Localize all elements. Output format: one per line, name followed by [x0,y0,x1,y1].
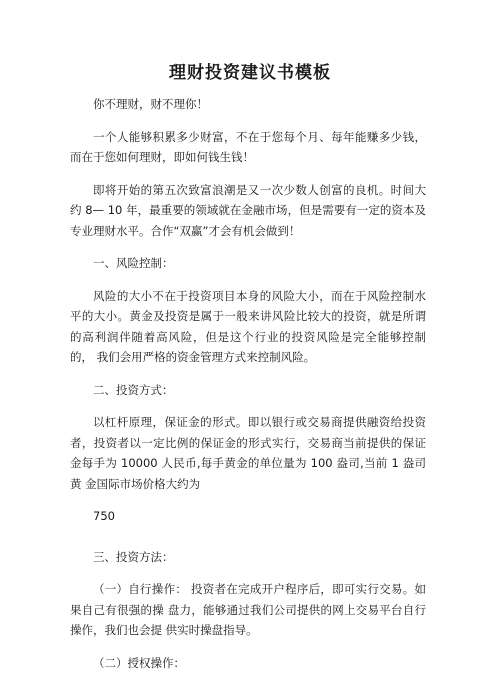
document-body [70,94,426,673]
heading-investment-mode: 二、投资方式： [70,380,426,401]
paragraph-price-value: 750 [70,506,426,527]
paragraph-self-operation: （一）自行操作： 投资者在完成开户程序后，即可实行交易。如果自己有很强的操 盘力，能够通过我们公司提供的网上交易平台自行操作，我们也会提 供实时操盘指导。 [70,579,426,641]
paragraph-intro: 你不理财，财不理你！ [70,94,426,115]
document-title: 理财投资建议书模板 [0,58,500,83]
heading-risk-control: 一、风险控制： [70,253,426,274]
paragraph-opportunity: 即将开始的第五次致富浪潮是又一次少数人创富的良机。时间大约 8— 10 年，最重要的领域就在金融市场，但是需要有一定的资本及 专业理财水平。合作“双赢”才会有机会做到！ [70,180,426,242]
paragraph-risk-control: 风险的大小不在于投资项目本身的风险大小，而在于风险控制水 平的大小。黄金及投资是属于一般来讲风险比较大的投资，就是所谓 的高利润伴随着高风险，但是这个行业的投资风险是完全能够控制的， 我们会用严格的资金管理方式来控制风险。 [70,286,426,368]
heading-authorized-operation: （二）授权操作： [70,653,426,673]
paragraph-wealth: 一个人能够积累多少财富，不在于您每个月、每年能赚多少钱， 而在于您如何理财，即如何钱生钱！ [70,127,426,168]
heading-investment-method: 三、投资方法： [70,547,426,568]
paragraph-investment-mode: 以杠杆原理，保证金的形式。即以银行或交易商提供融资给投资 者，投资者以一定比例的保证金的形式实行，交易商当前提供的保证 金每手为 10000 人民币,每手黄金的单位量为 100 盎司,当前 1 盎司黄 金国际市场价格大约为 [70,412,426,494]
